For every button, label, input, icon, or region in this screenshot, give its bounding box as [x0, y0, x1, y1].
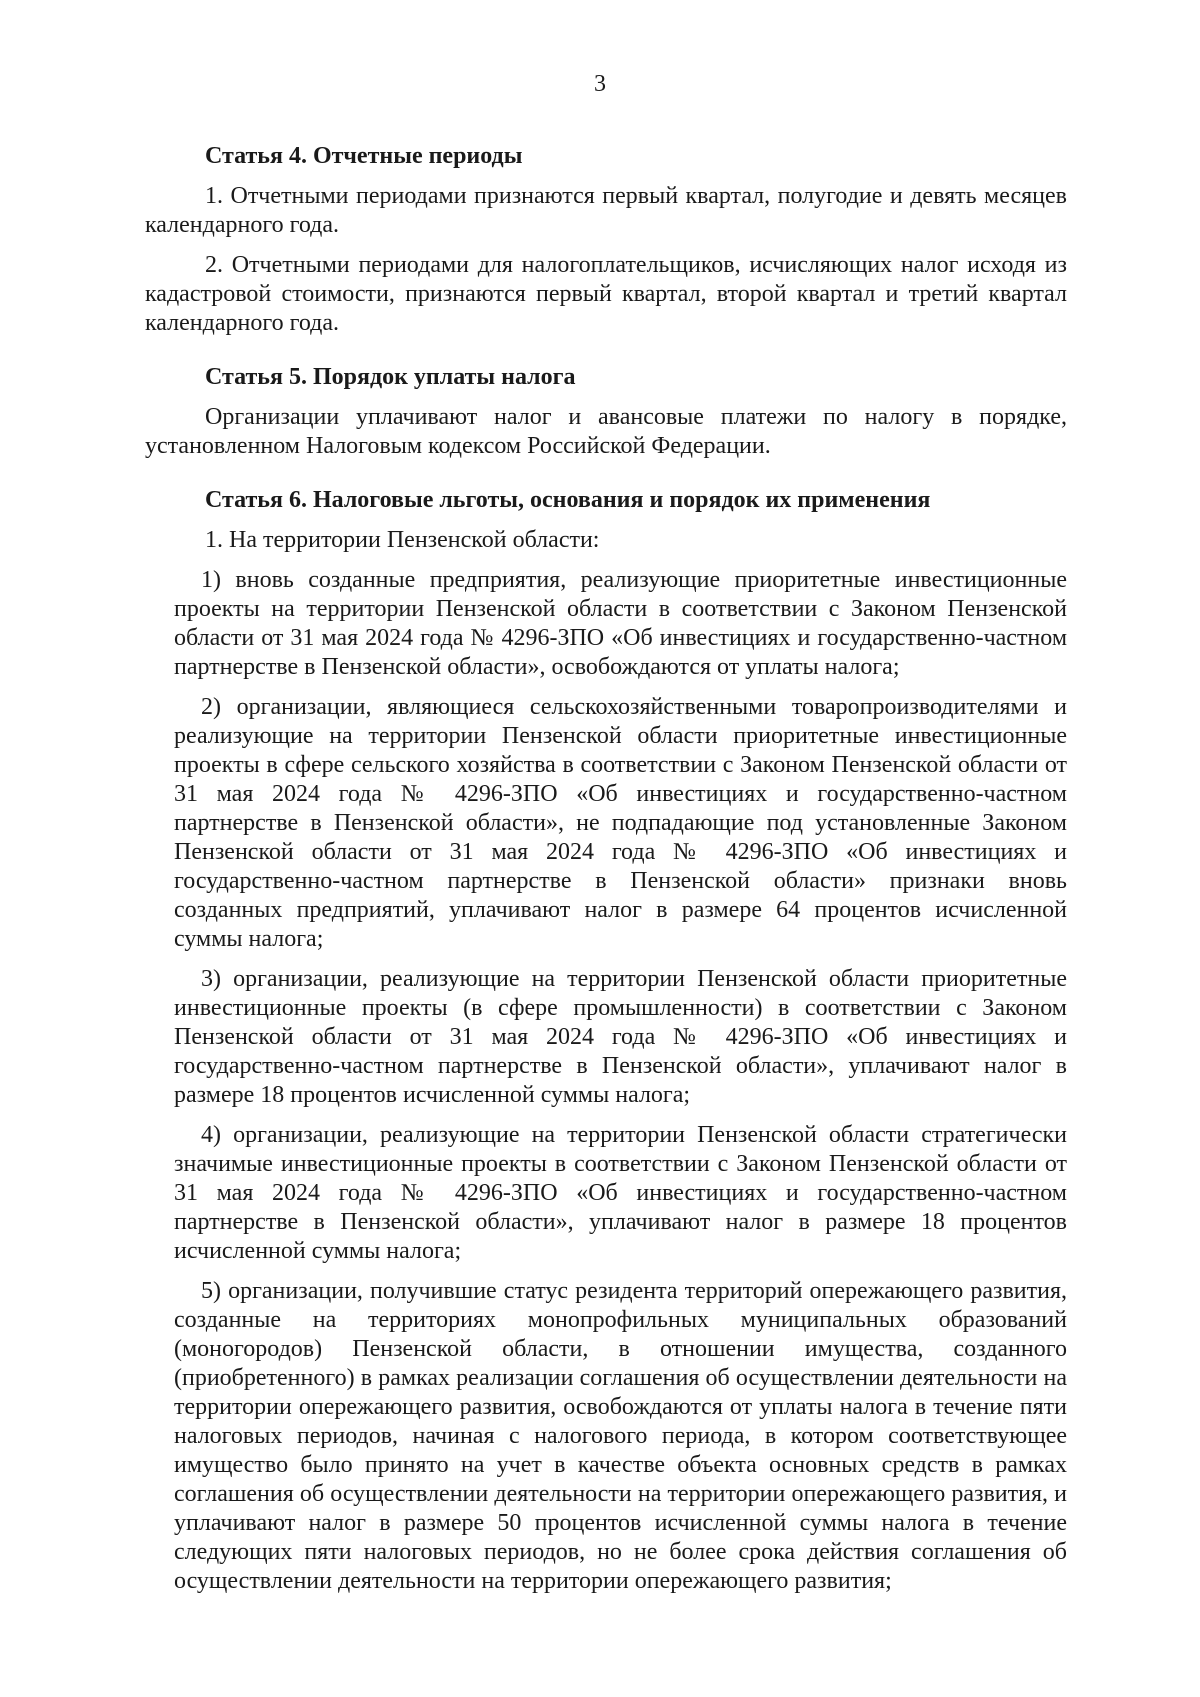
article-6-heading: Статья 6. Налоговые льготы, основания и порядок их применения — [205, 487, 931, 513]
article-4-paragraph-2: 2. Отчетными периодами для налогоплательщиков, исчисляющих налог исходя из кадастровой стоимости, признаются первый квартал, второй квартал и третий квартал календарного года. — [145, 252, 1067, 336]
article-5-paragraph-1: Организации уплачивают налог и авансовые платежи по налогу в порядке, установленном Налоговым кодексом Российской Федерации. — [145, 404, 1067, 459]
article-6-item-4: 4) организации, реализующие на территории Пензенской области стратегически значимые инвестиционные проекты в соответствии с Законом Пензенской области от 31 мая 2024 года № 4296-ЗПО «Об инвестициях и государственно-частном партнерстве в Пензенской области», уплачивают налог в размере 18 процентов исчисленной суммы налога; — [174, 1122, 1067, 1264]
article-6-item-1: 1) вновь созданные предприятия, реализующие приоритетные инвестиционные проекты на территории Пензенской области в соответствии с Законом Пензенской области от 31 мая 2024 года № 4296-ЗПО «Об инвестициях и государственно-частном партнерстве в Пензенской области», освобождаются от уплаты налога; — [174, 567, 1067, 680]
article-6-item-5: 5) организации, получившие статус резидента территорий опережающего развития, созданные на территориях монопрофильных муниципальных образований (моногородов) Пензенской области, в отношении имущества, созданного (приобретенного) в рамках реализации соглашения об осуществлении деятельности на территории опережающего развития, освобождаются от уплаты налога в течение пяти налоговых периодов, начиная с налогового периода, в котором соответствующее имущество было принято на учет в качестве объекта основных средств в рамках соглашения об осуществлении деятельности на территории опережающего развития, и уплачивают налог в размере 50 процентов исчисленной суммы налога в течение следующих пяти налоговых периодов, но не более срока действия соглашения об осуществлении деятельности на территории опережающего развития; — [174, 1278, 1067, 1594]
article-6-item-3: 3) организации, реализующие на территории Пензенской области приоритетные инвестиционные проекты (в сфере промышленности) в соответствии с Законом Пензенской области от 31 мая 2024 года № 4296-ЗПО «Об инвестициях и государственно-частном партнерстве в Пензенской области», уплачивают налог в размере 18 процентов исчисленной суммы налога; — [174, 966, 1067, 1108]
document-body — [145, 142, 1067, 1607]
article-6-item-2: 2) организации, являющиеся сельскохозяйственными товаропроизводителями и реализующие на территории Пензенской области приоритетные инвестиционные проекты в сфере сельского хозяйства в соответствии с Законом Пензенской области от 31 мая 2024 года № 4296-ЗПО «Об инвестициях и государственно-частном партнерстве в Пензенской области», не подпадающие под установленные Законом Пензенской области от 31 мая 2024 года № 4296-ЗПО «Об инвестициях и государственно-частном партнерстве в Пензенской области» признаки вновь созданных предприятий, уплачивают налог в размере 64 процентов исчисленной суммы налога; — [174, 694, 1067, 952]
page-number: 3 — [594, 71, 606, 97]
article-4-paragraph-1: 1. Отчетными периодами признаются первый квартал, полугодие и девять месяцев календарного года. — [145, 183, 1067, 238]
article-4-heading: Статья 4. Отчетные периоды — [205, 143, 523, 169]
article-6-intro: 1. На территории Пензенской области: — [205, 527, 600, 553]
article-5-heading: Статья 5. Порядок уплаты налога — [205, 364, 576, 390]
